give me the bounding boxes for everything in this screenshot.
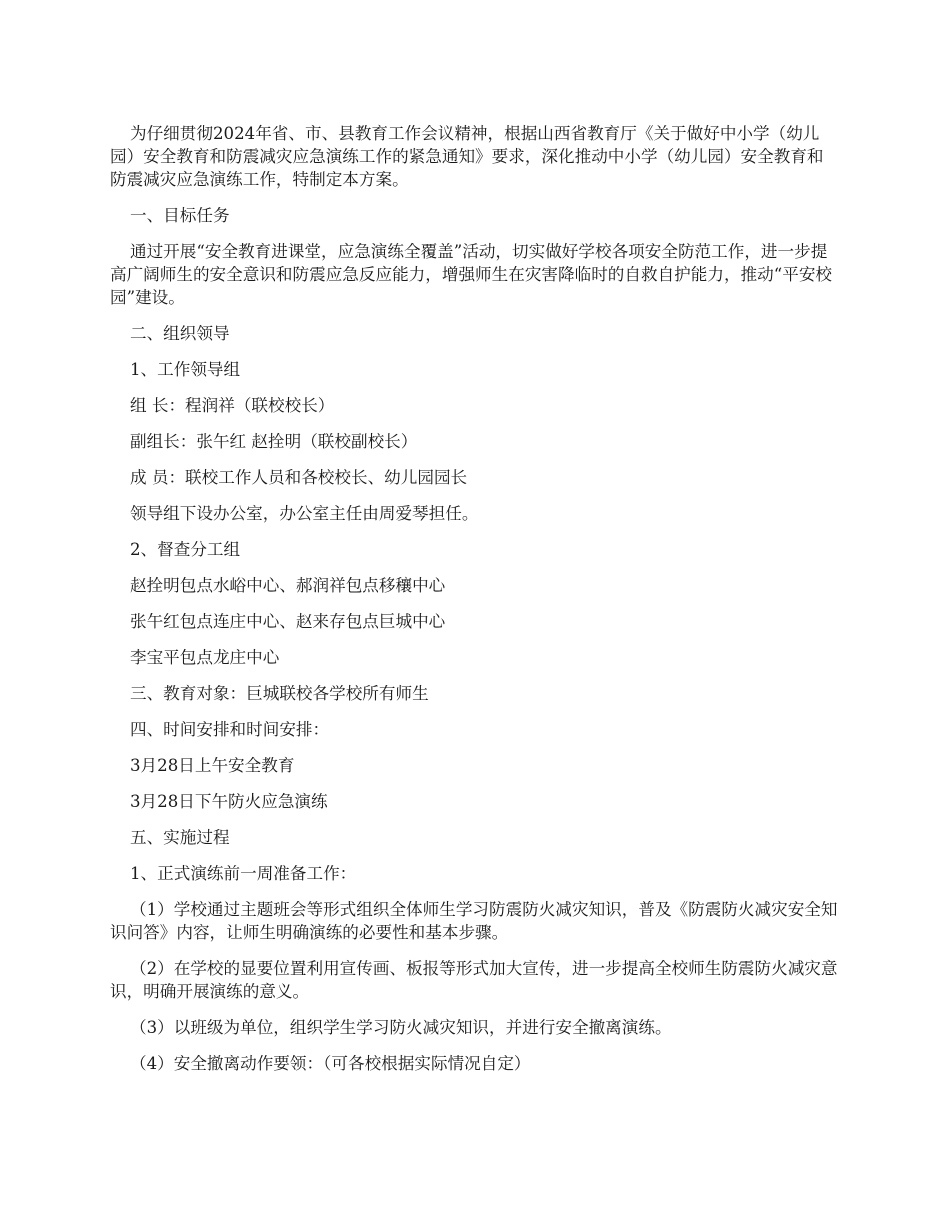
inspection-line-1: 赵拴明包点水峪中心、郝润祥包点移穰中心 <box>130 576 446 595</box>
section-heading-audience: 三、教育对象：巨城联校各学校所有师生 <box>130 684 429 703</box>
members-line: 成 员：联校工作人员和各校校长、幼儿园园长 <box>130 468 468 487</box>
section-heading-schedule: 四、时间安排和时间安排： <box>130 720 330 739</box>
section-heading-goals: 一、目标任务 <box>130 206 230 225</box>
inspection-line-2: 张午红包点连庄中心、赵来存包点巨城中心 <box>130 612 446 631</box>
subheading-inspection-group: 2、督查分工组 <box>130 540 241 559</box>
preparation-item-4: （4）安全撤离动作要领：（可各校根据实际情况自定） <box>130 1054 531 1073</box>
intro-paragraph: 为仔细贯彻2024年省、市、县教育工作会议精神，根据山西省教育厅《关于做好中小学（幼儿园）安全教育和防震减灾应急演练工作的紧急通知》要求，深化推动中小学（幼儿园）安全教育和防震减灾应急演练工作，特制定本方案。 <box>110 124 824 189</box>
section-heading-process: 五、实施过程 <box>130 828 230 847</box>
office-line: 领导组下设办公室，办公室主任由周爱琴担任。 <box>130 504 479 523</box>
document-body <box>110 122 840 1075</box>
schedule-line-afternoon: 3月28日下午防火应急演练 <box>130 792 328 811</box>
schedule-line-morning: 3月28日上午安全教育 <box>130 756 295 775</box>
subheading-preparation: 1、正式演练前一周准备工作： <box>130 864 357 883</box>
subheading-leadership-group: 1、工作领导组 <box>130 360 241 379</box>
inspection-line-3: 李宝平包点龙庄中心 <box>130 648 280 667</box>
goals-paragraph: 通过开展“安全教育进课堂，应急演练全覆盖”活动，切实做好学校各项安全防范工作，进一步提高广阔师生的安全意识和防震应急反应能力，增强师生在灾害降临时的自救自护能力，推动“平安校园”建设。 <box>110 242 833 307</box>
group-leader-line: 组 长：程润祥（联校校长） <box>130 396 335 415</box>
preparation-item-2: （2）在学校的显要位置利用宣传画、板报等形式加大宣传，进一步提高全校师生防震防火减灾意识，明确开展演练的意义。 <box>110 959 838 1001</box>
preparation-item-3: （3）以班级为单位，组织学生学习防火减灾知识，并进行安全撤离演练。 <box>130 1018 672 1037</box>
deputy-leader-line: 副组长：张午红 赵拴明（联校副校长） <box>130 432 418 451</box>
section-heading-organization: 二、组织领导 <box>130 324 230 343</box>
preparation-item-1: （1）学校通过主题班会等形式组织全体师生学习防震防火减灾知识，普及《防震防火减灾安全知识问答》内容，让师生明确演练的必要性和基本步骤。 <box>110 900 838 942</box>
